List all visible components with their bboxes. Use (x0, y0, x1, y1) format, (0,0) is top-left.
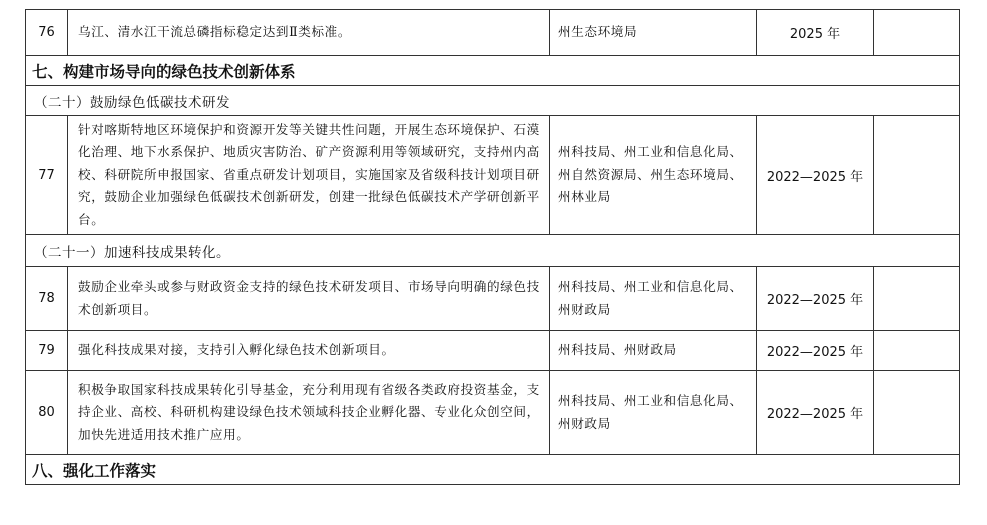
responsible-department: 州生态环境局 (550, 10, 757, 56)
remarks-cell (874, 331, 960, 371)
remarks-cell (874, 116, 960, 235)
section-heading: 七、构建市场导向的绿色技术创新体系 (26, 56, 960, 86)
responsible-department: 州科技局、州财政局 (550, 331, 757, 371)
section-heading-row (26, 455, 960, 485)
section-heading: 八、强化工作落实 (26, 455, 960, 485)
completion-period: 2022—2025 年 (757, 331, 874, 371)
row-number: 80 (26, 371, 68, 455)
table-row (26, 331, 960, 371)
responsible-department: 州科技局、州工业和信息化局、州自然资源局、州生态环境局、州林业局 (550, 116, 757, 235)
row-number: 76 (26, 10, 68, 56)
task-table-sheet (25, 9, 959, 485)
table-row (26, 116, 960, 235)
remarks-cell (874, 371, 960, 455)
task-description: 针对喀斯特地区环境保护和资源开发等关键共性问题，开展生态环境保护、石漠化治理、地下水系保护、地质灾害防治、矿产资源利用等领域研究，支持州内高校、科研院所申报国家、省重点研发计划项目，实施国家及省级科技计划项目研究，鼓励企业加强绿色低碳技术创新研发，创建一批绿色低碳技术产学研创新平台。 (68, 116, 550, 235)
table-row (26, 267, 960, 331)
subsection-heading: （二十）鼓励绿色低碳技术研发 (26, 86, 960, 116)
task-description: 强化科技成果对接，支持引入孵化绿色技术创新项目。 (68, 331, 550, 371)
task-description: 乌江、清水江干流总磷指标稳定达到Ⅱ类标准。 (68, 10, 550, 56)
row-number: 79 (26, 331, 68, 371)
task-table-body (26, 10, 960, 485)
subsection-heading-row (26, 235, 960, 267)
task-description: 鼓励企业牵头或参与财政资金支持的绿色技术研发项目、市场导向明确的绿色技术创新项目。 (68, 267, 550, 331)
subsection-heading-row (26, 86, 960, 116)
table-row (26, 10, 960, 56)
responsible-department: 州科技局、州工业和信息化局、州财政局 (550, 371, 757, 455)
task-table (25, 9, 960, 485)
remarks-cell (874, 10, 960, 56)
subsection-heading: （二十一）加速科技成果转化。 (26, 235, 960, 267)
task-description: 积极争取国家科技成果转化引导基金，充分利用现有省级各类政府投资基金，支持企业、高校、科研机构建设绿色技术领域科技企业孵化器、专业化众创空间，加快先进适用技术推广应用。 (68, 371, 550, 455)
completion-period: 2022—2025 年 (757, 371, 874, 455)
completion-period: 2025 年 (757, 10, 874, 56)
row-number: 77 (26, 116, 68, 235)
section-heading-row (26, 56, 960, 86)
completion-period: 2022—2025 年 (757, 116, 874, 235)
responsible-department: 州科技局、州工业和信息化局、州财政局 (550, 267, 757, 331)
table-row (26, 371, 960, 455)
remarks-cell (874, 267, 960, 331)
completion-period: 2022—2025 年 (757, 267, 874, 331)
row-number: 78 (26, 267, 68, 331)
